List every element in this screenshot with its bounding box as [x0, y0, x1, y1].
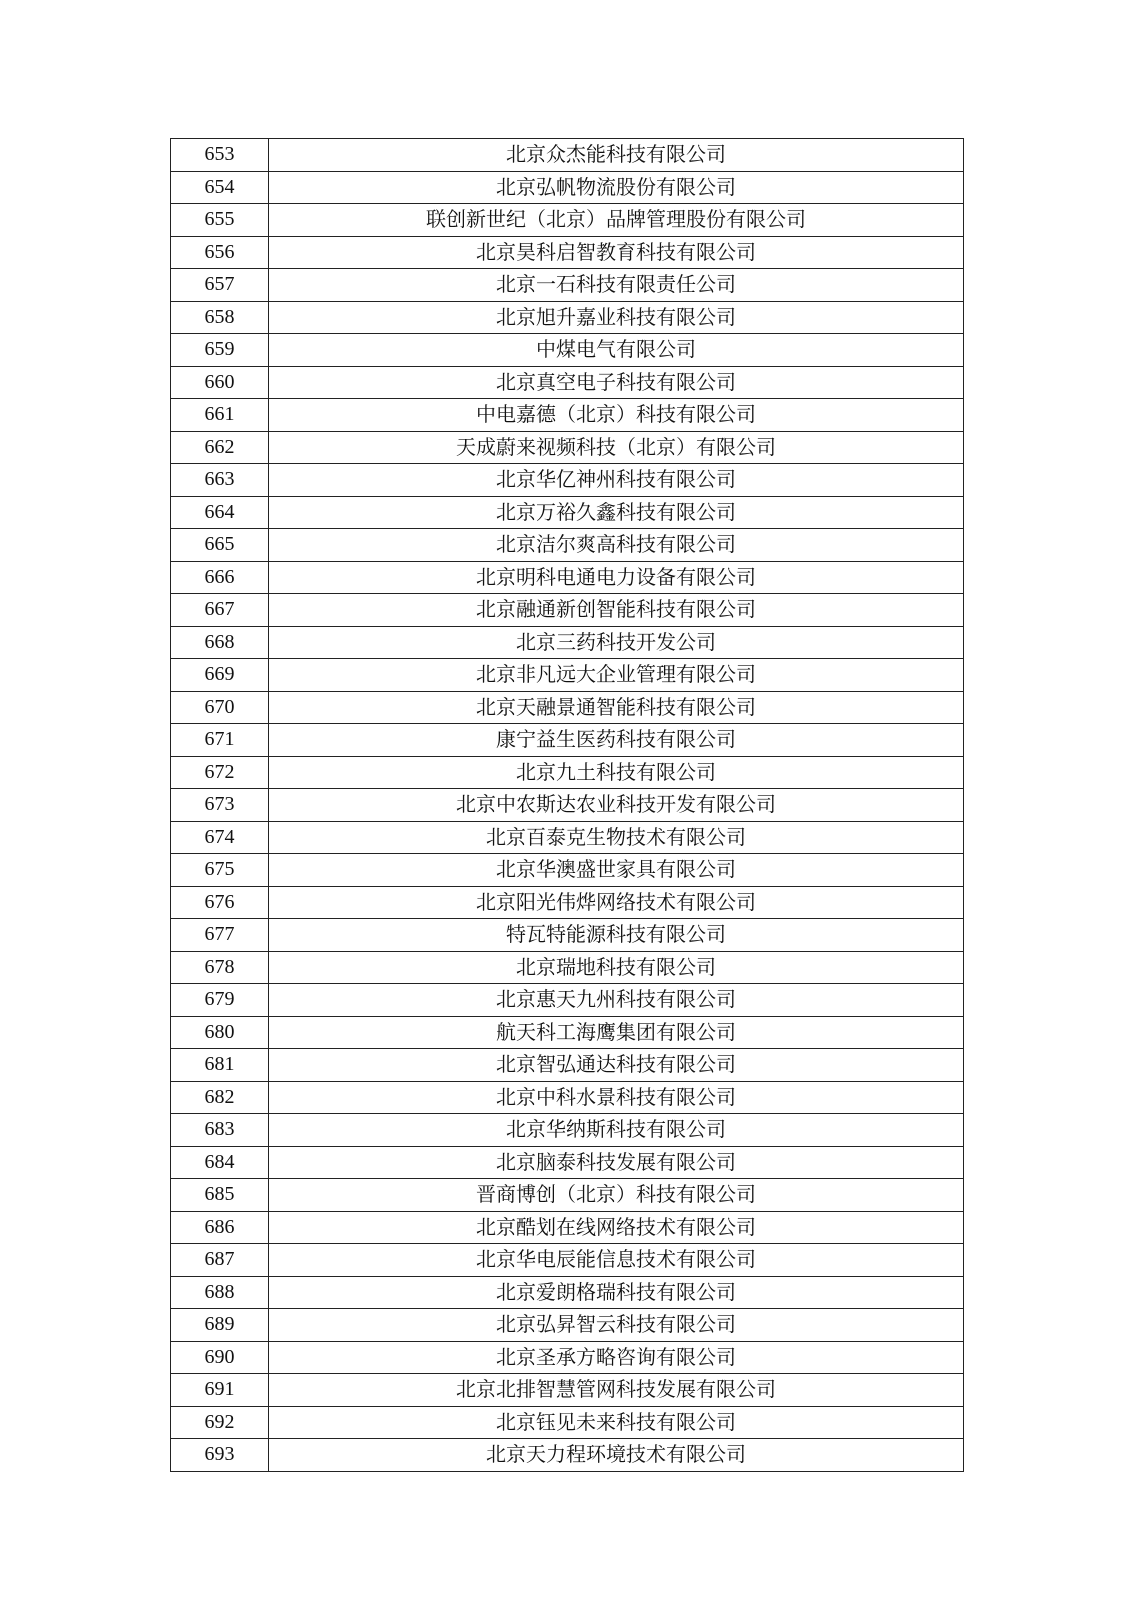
- table-row: [171, 399, 964, 432]
- table-row: [171, 496, 964, 529]
- row-number: 672: [171, 756, 269, 789]
- table-row: [171, 756, 964, 789]
- company-name: 特瓦特能源科技有限公司: [269, 919, 964, 952]
- company-name: 北京真空电子科技有限公司: [269, 366, 964, 399]
- company-list-table: [170, 138, 964, 1472]
- company-name: 航天科工海鹰集团有限公司: [269, 1016, 964, 1049]
- row-number: 676: [171, 886, 269, 919]
- row-number: 685: [171, 1179, 269, 1212]
- table-row: [171, 821, 964, 854]
- table-row: [171, 1081, 964, 1114]
- row-number: 682: [171, 1081, 269, 1114]
- table-row: [171, 1049, 964, 1082]
- company-name: 北京洁尔爽高科技有限公司: [269, 529, 964, 562]
- table-row: [171, 1341, 964, 1374]
- company-name: 北京惠天九州科技有限公司: [269, 984, 964, 1017]
- table-row: [171, 659, 964, 692]
- table-row: [171, 464, 964, 497]
- row-number: 656: [171, 236, 269, 269]
- company-name: 北京华澳盛世家具有限公司: [269, 854, 964, 887]
- company-name: 中煤电气有限公司: [269, 334, 964, 367]
- row-number: 654: [171, 171, 269, 204]
- table-row: [171, 1276, 964, 1309]
- company-name: 北京非凡远大企业管理有限公司: [269, 659, 964, 692]
- company-name: 北京弘昇智云科技有限公司: [269, 1309, 964, 1342]
- table-row: [171, 594, 964, 627]
- company-name: 北京中科水景科技有限公司: [269, 1081, 964, 1114]
- company-name: 北京融通新创智能科技有限公司: [269, 594, 964, 627]
- row-number: 662: [171, 431, 269, 464]
- table-row: [171, 204, 964, 237]
- row-number: 679: [171, 984, 269, 1017]
- table-row: [171, 691, 964, 724]
- table-row: [171, 1439, 964, 1472]
- row-number: 678: [171, 951, 269, 984]
- company-name: 北京脑泰科技发展有限公司: [269, 1146, 964, 1179]
- table-row: [171, 626, 964, 659]
- row-number: 667: [171, 594, 269, 627]
- row-number: 691: [171, 1374, 269, 1407]
- table-row: [171, 919, 964, 952]
- company-name: 联创新世纪（北京）品牌管理股份有限公司: [269, 204, 964, 237]
- company-name: 北京瑞地科技有限公司: [269, 951, 964, 984]
- table-row: [171, 1146, 964, 1179]
- company-name: 北京天力程环境技术有限公司: [269, 1439, 964, 1472]
- row-number: 663: [171, 464, 269, 497]
- company-name: 北京酷划在线网络技术有限公司: [269, 1211, 964, 1244]
- row-number: 661: [171, 399, 269, 432]
- table-row: [171, 1016, 964, 1049]
- company-name: 北京三药科技开发公司: [269, 626, 964, 659]
- company-name: 北京智弘通达科技有限公司: [269, 1049, 964, 1082]
- company-name: 北京华亿神州科技有限公司: [269, 464, 964, 497]
- table-row: [171, 724, 964, 757]
- row-number: 669: [171, 659, 269, 692]
- company-name: 北京爱朗格瑞科技有限公司: [269, 1276, 964, 1309]
- row-number: 680: [171, 1016, 269, 1049]
- table-row: [171, 984, 964, 1017]
- row-number: 686: [171, 1211, 269, 1244]
- company-name: 天成蔚来视频科技（北京）有限公司: [269, 431, 964, 464]
- company-name: 中电嘉德（北京）科技有限公司: [269, 399, 964, 432]
- company-name: 康宁益生医药科技有限公司: [269, 724, 964, 757]
- row-number: 673: [171, 789, 269, 822]
- table-row: [171, 269, 964, 302]
- table-row: [171, 561, 964, 594]
- row-number: 689: [171, 1309, 269, 1342]
- row-number: 693: [171, 1439, 269, 1472]
- row-number: 670: [171, 691, 269, 724]
- table-row: [171, 139, 964, 172]
- company-name: 北京圣承方略咨询有限公司: [269, 1341, 964, 1374]
- company-name: 晋商博创（北京）科技有限公司: [269, 1179, 964, 1212]
- row-number: 653: [171, 139, 269, 172]
- table-row: [171, 431, 964, 464]
- company-name: 北京一石科技有限责任公司: [269, 269, 964, 302]
- table-row: [171, 1114, 964, 1147]
- row-number: 658: [171, 301, 269, 334]
- row-number: 666: [171, 561, 269, 594]
- table-row: [171, 529, 964, 562]
- table-row: [171, 236, 964, 269]
- row-number: 665: [171, 529, 269, 562]
- company-name: 北京昊科启智教育科技有限公司: [269, 236, 964, 269]
- company-name: 北京钰见未来科技有限公司: [269, 1406, 964, 1439]
- row-number: 677: [171, 919, 269, 952]
- row-number: 668: [171, 626, 269, 659]
- table-row: [171, 1309, 964, 1342]
- table-row: [171, 886, 964, 919]
- row-number: 675: [171, 854, 269, 887]
- company-name: 北京明科电通电力设备有限公司: [269, 561, 964, 594]
- company-name: 北京众杰能科技有限公司: [269, 139, 964, 172]
- table-row: [171, 951, 964, 984]
- company-name: 北京华纳斯科技有限公司: [269, 1114, 964, 1147]
- company-name: 北京北排智慧管网科技发展有限公司: [269, 1374, 964, 1407]
- row-number: 655: [171, 204, 269, 237]
- company-list-body: [171, 139, 964, 1472]
- table-row: [171, 301, 964, 334]
- table-row: [171, 789, 964, 822]
- company-name: 北京旭升嘉业科技有限公司: [269, 301, 964, 334]
- table-row: [171, 171, 964, 204]
- table-row: [171, 1374, 964, 1407]
- company-name: 北京万裕久鑫科技有限公司: [269, 496, 964, 529]
- row-number: 692: [171, 1406, 269, 1439]
- table-row: [171, 1211, 964, 1244]
- company-name: 北京弘帆物流股份有限公司: [269, 171, 964, 204]
- table-row: [171, 1406, 964, 1439]
- company-name: 北京九土科技有限公司: [269, 756, 964, 789]
- row-number: 688: [171, 1276, 269, 1309]
- company-name: 北京华电辰能信息技术有限公司: [269, 1244, 964, 1277]
- row-number: 657: [171, 269, 269, 302]
- table-row: [171, 1179, 964, 1212]
- table-row: [171, 366, 964, 399]
- table-row: [171, 334, 964, 367]
- row-number: 660: [171, 366, 269, 399]
- row-number: 664: [171, 496, 269, 529]
- row-number: 659: [171, 334, 269, 367]
- company-name: 北京天融景通智能科技有限公司: [269, 691, 964, 724]
- row-number: 684: [171, 1146, 269, 1179]
- table-row: [171, 854, 964, 887]
- row-number: 690: [171, 1341, 269, 1374]
- company-name: 北京阳光伟烨网络技术有限公司: [269, 886, 964, 919]
- table-row: [171, 1244, 964, 1277]
- row-number: 681: [171, 1049, 269, 1082]
- row-number: 683: [171, 1114, 269, 1147]
- company-name: 北京百泰克生物技术有限公司: [269, 821, 964, 854]
- row-number: 671: [171, 724, 269, 757]
- row-number: 687: [171, 1244, 269, 1277]
- row-number: 674: [171, 821, 269, 854]
- company-name: 北京中农斯达农业科技开发有限公司: [269, 789, 964, 822]
